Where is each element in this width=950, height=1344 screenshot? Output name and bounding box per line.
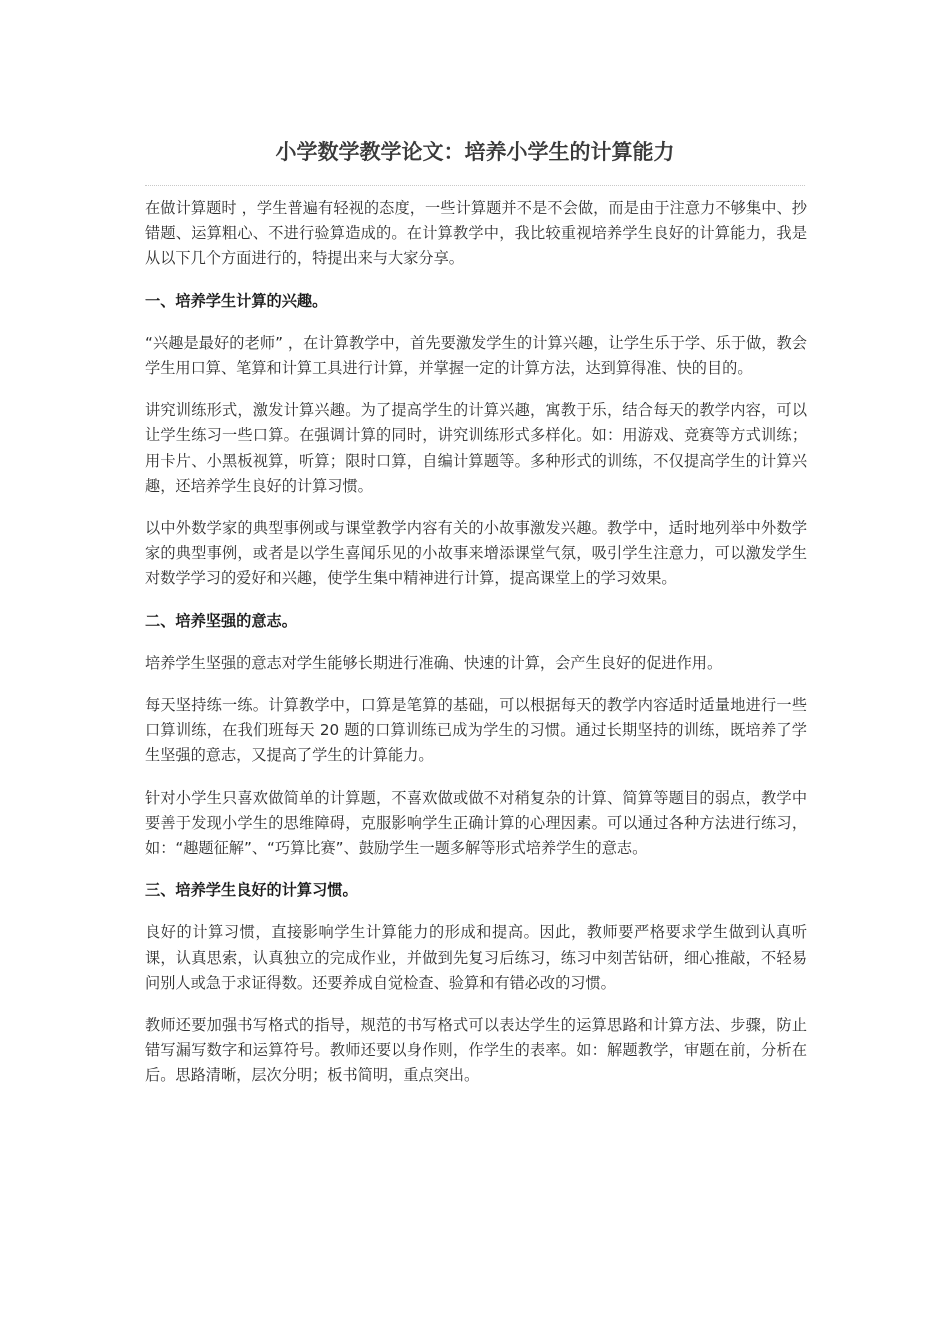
- section-heading-2: 二、培养坚强的意志。: [145, 611, 297, 630]
- section-1-paragraph-3: 以中外数学家的典型事例或与课堂教学内容有关的小故事激发兴趣。教学中，适时地列举中外数学家的典型事例，或者是以学生喜闻乐见的小故事来增添课堂气氛，吸引学生注意力，可以激发学生对数学学习的爱好和兴趣，使学生集中精神进行计算，提高课堂上的学习效果。: [145, 519, 807, 588]
- section-2-paragraph-3: 针对小学生只喜欢做简单的计算题，不喜欢做或做不对稍复杂的计算、简算等题目的弱点，教学中要善于发现小学生的思维障碍，克服影响学生正确计算的心理因素。可以通过各种方法进行练习，如：“趣题征解”、“巧算比赛”、鼓励学生一题多解等形式培养学生的意志。: [145, 788, 807, 858]
- section-3-paragraph-1: 良好的计算习惯，直接影响学生计算能力的形成和提高。因此，教师要严格要求学生做到认真听课，认真思索，认真独立的完成作业，并做到先复习后练习，练习中刻苦钻研，细心推敲，不轻易问别人或急于求证得数。还要养成自觉检查、验算和有错必改的习惯。: [145, 923, 807, 992]
- article-body: [145, 196, 807, 1106]
- article-title: 小学数学教学论文：培养小学生的计算能力: [275, 140, 675, 164]
- section-1-paragraph-1: “兴趣是最好的老师” ，在计算教学中，首先要激发学生的计算兴趣，让学生乐于学、乐于做，教会学生用口算、笔算和计算工具进行计算，并掌握一定的计算方法，达到算得准、快的目的。: [145, 333, 807, 378]
- section-2-paragraph-2: 每天坚持练一练。计算教学中，口算是笔算的基础，可以根据每天的教学内容适时适量地进行一些口算训练，在我们班每天 20 题的口算训练已成为学生的习惯。通过长期坚持的训练，既培养了学生坚强的意志，又提高了学生的计算能力。: [145, 696, 807, 765]
- section-2-paragraph-1: 培养学生坚强的意志对学生能够长期进行准确、快速的计算，会产生良好的促进作用。: [145, 653, 723, 672]
- section-heading-1: 一、培养学生计算的兴趣。: [145, 291, 328, 310]
- intro-paragraph: 在做计算题时 ，学生普遍有轻视的态度，一些计算题并不是不会做，而是由于注意力不够集中、抄错题、运算粗心、不进行验算造成的。在计算教学中，我比较重视培养学生良好的计算能力，我是从以下几个方面进行的，特提出来与大家分享。: [145, 199, 807, 268]
- section-1-paragraph-2: 讲究训练形式，激发计算兴趣。为了提高学生的计算兴趣，寓教于乐，结合每天的教学内容，可以让学生练习一些口算。在强调计算的同时，讲究训练形式多样化。如：用游戏、竞赛等方式训练；用卡片、小黑板视算，听算；限时口算，自编计算题等。多种形式的训练，不仅提高学生的计算兴趣，还培养学生良好的计算习惯。: [145, 401, 807, 495]
- section-heading-3: 三、培养学生良好的计算习惯。: [145, 881, 358, 900]
- title-divider: [145, 185, 805, 186]
- section-3-paragraph-2: 教师还要加强书写格式的指导，规范的书写格式可以表达学生的运算思路和计算方法、步骤，防止错写漏写数字和运算符号。教师还要以身作则，作学生的表率。如：解题教学，审题在前，分析在后。思路清晰，层次分明；板书简明，重点突出。: [145, 1016, 807, 1085]
